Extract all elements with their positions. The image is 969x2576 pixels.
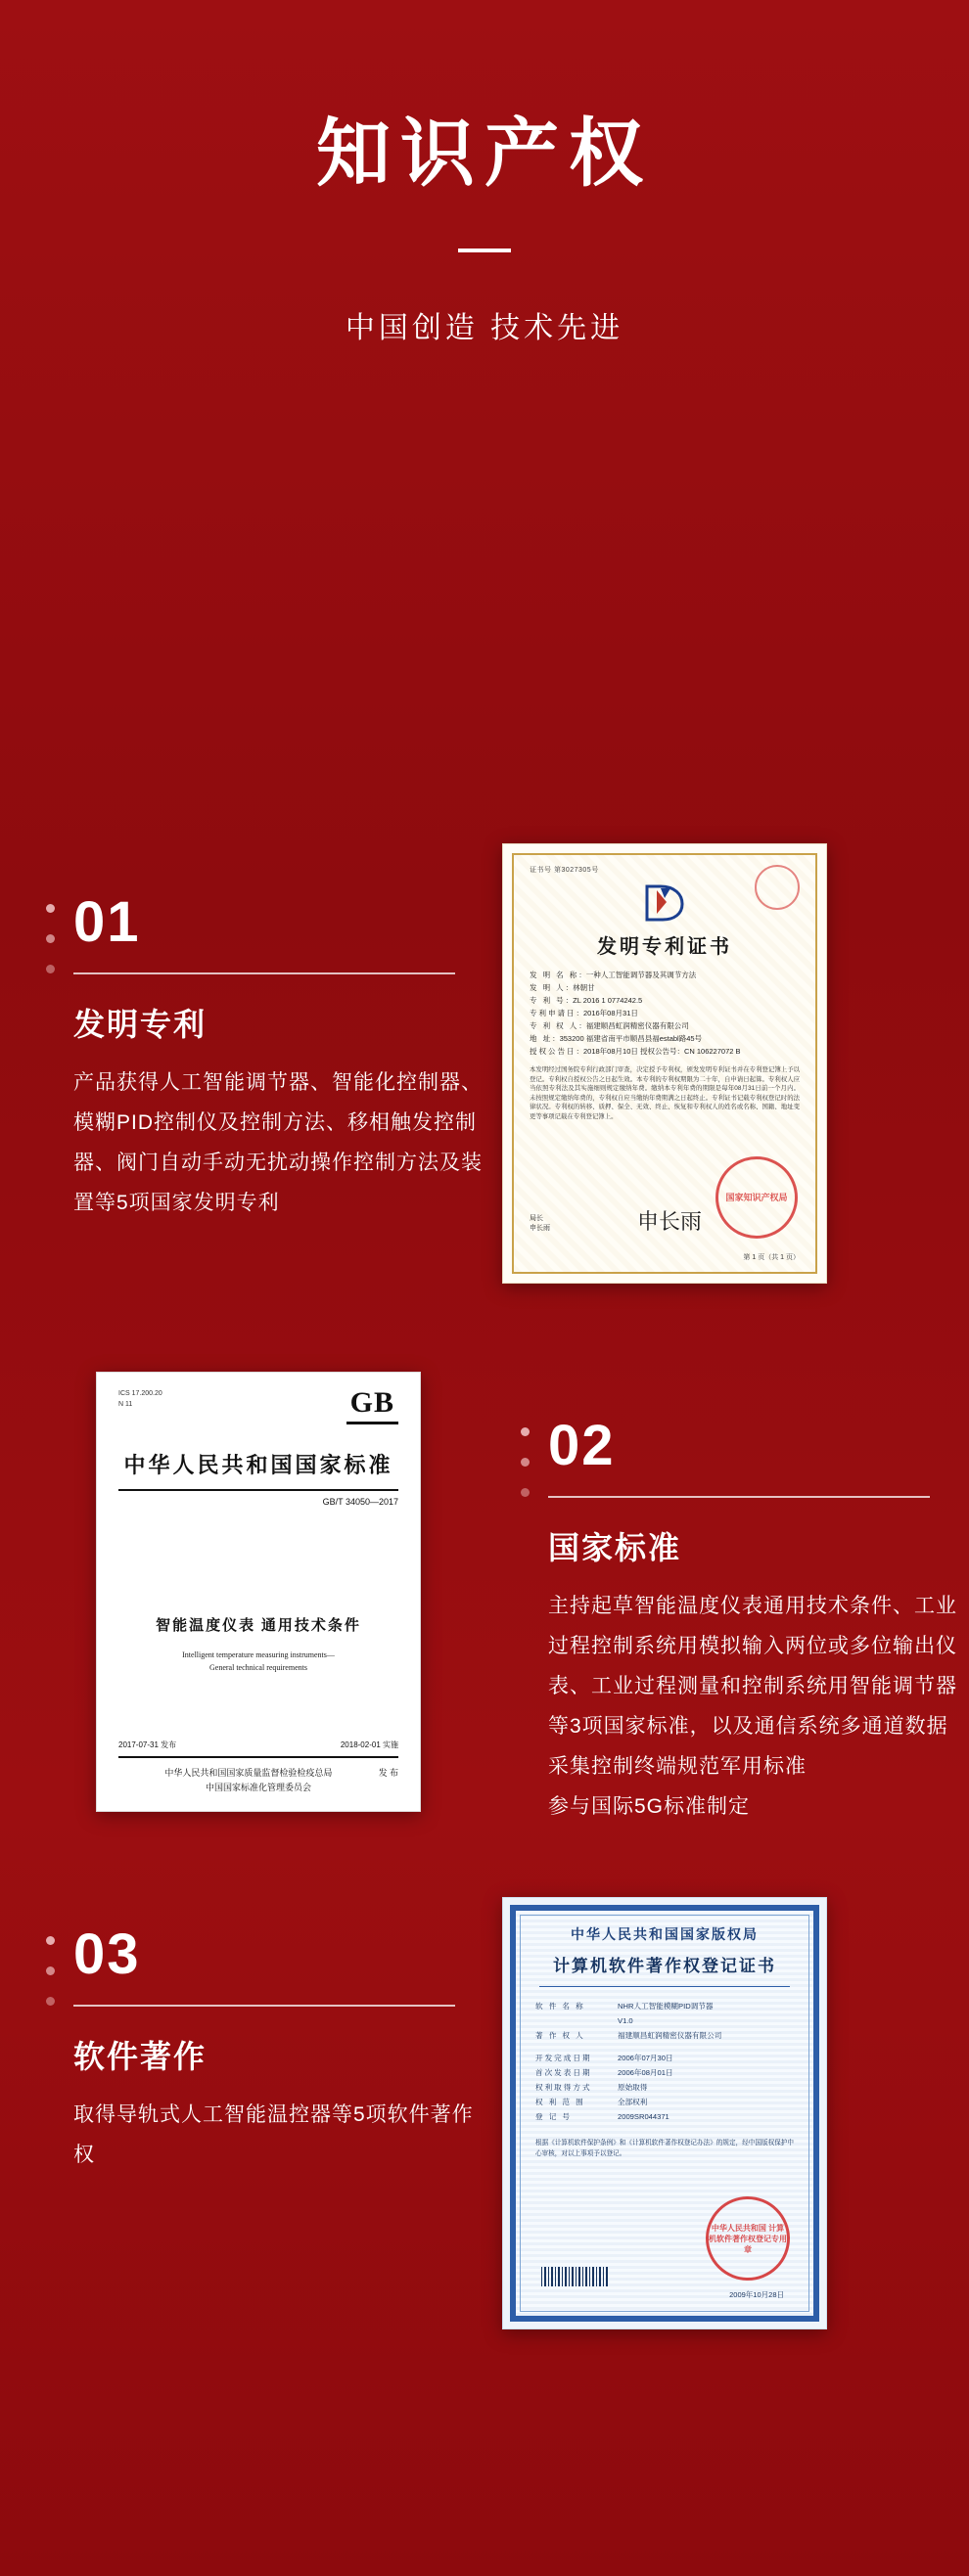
barcode-icon xyxy=(541,2267,610,2286)
invention-patent-certificate xyxy=(502,843,827,1284)
section-01-title: 发明专利 xyxy=(73,1007,208,1042)
standard-code: GB/T 34050—2017 xyxy=(322,1497,398,1507)
section-02-number: 02 xyxy=(548,1414,616,1477)
section-02-desc: 主持起草智能温度仪表通用技术条件、工业过程控制系统用模拟输入两位或多位输出仪表、工业过程测量和控制系统用智能调节器等3项国家标准，以及通信系统多通道数据采集控制终端规范军用标准 参与国际5G标准制定 xyxy=(548,1595,957,1818)
page-subtitle: 中国创造 技术先进 xyxy=(345,312,624,344)
software-fields: 软 件 名 称 NHR人工智能模糊PID调节器 V1.0 著 作 权 人 福建顺昌虹润精密仪器有限公司 开发完成日期 2006年07月30日 首次发表日期 2006年08月01日 权利取得方式 原始取得 权 利 范 围 全部权利 登 记 号 2009SR044371 xyxy=(535,2002,722,2121)
page-title: 知识产权 xyxy=(316,113,653,196)
gb-mark: GB xyxy=(346,1386,398,1424)
standard-main-title: 智能温度仪表 通用技术条件 xyxy=(156,1618,361,1634)
section-03-number: 03 xyxy=(73,1922,141,1986)
standard-divider xyxy=(118,1489,398,1491)
standard-title: 中华人民共和国国家标准 xyxy=(123,1453,393,1477)
software-title: 计算机软件著作权登记证书 xyxy=(553,1957,776,1975)
section-01-rule xyxy=(73,972,455,974)
section-03-info xyxy=(73,1922,484,2175)
software-seal-icon: 中华人民共和国 计算机软件著作权登记专用章 xyxy=(706,2196,790,2281)
standard-ics: ICS 17.200.20 N 11 xyxy=(118,1390,162,1408)
national-standard-certificate xyxy=(96,1372,421,1812)
software-note: 根据《计算机软件保护条例》和《计算机软件著作权登记办法》的规定，经中国版权保护中心审核，对以上事项予以登记。 xyxy=(535,2140,794,2157)
patent-paragraph: 本发明经过国务院专利行政部门审查，决定授予专利权，颁发发明专利证书并在专利登记簿上予以登记。专利权自授权公告之日起生效。本专利的专利权期限为二十年，自申请日起算。专利权人应当依照专利法及其实施细则规定缴纳年费。缴纳本专利年费的期限是每年08月31日前一个月内。未按照规定缴纳年费的，专利权自应当缴纳年费期满之日起终止。专利证书记载专利权登记时的法律状况。专利权的转移、质押、保全、无效、终止、恢复和专利权人的姓名或名称、国籍、地址变更等事项记载在专利登记簿上。 xyxy=(530,1066,800,1120)
software-copyright-certificate xyxy=(502,1897,827,2329)
section-03-desc: 取得导轨式人工智能温控器等5项软件著作权 xyxy=(73,2103,474,2166)
section-01-info xyxy=(73,890,484,1223)
standard-english-title: Intelligent temperature measuring instruments— General technical requirements xyxy=(182,1650,335,1672)
page-header xyxy=(0,0,969,346)
patent-signature: 申长雨 xyxy=(637,1209,703,1234)
bullet-dots xyxy=(521,1427,532,1518)
section-02-rule xyxy=(548,1496,930,1498)
software-org: 中华人民共和国国家版权局 xyxy=(571,1928,759,1943)
patent-serial: 证书号 第3027305号 xyxy=(530,867,599,874)
section-02-title: 国家标准 xyxy=(548,1530,682,1565)
section-01-desc: 产品获得人工智能调节器、智能化控制器、模糊PID控制仪及控制方法、移相触发控制器、阀门自动手动无扰动操作控制方法及装置等5项国家发明专利 xyxy=(73,1071,483,1214)
bullet-dots xyxy=(46,1936,58,2027)
software-date: 2009年10月28日 xyxy=(729,2290,784,2299)
section-02-info xyxy=(548,1414,959,1827)
bullet-dots xyxy=(46,904,58,995)
standard-dates: 2017-07-31 发布 2018-02-01 实施 xyxy=(118,1740,398,1758)
patent-top-stamp-icon xyxy=(755,865,800,910)
section-03-title: 软件著作 xyxy=(73,2039,208,2074)
patent-page-number: 第 1 页（共 1 页） xyxy=(743,1254,800,1261)
patent-signature-row: 局长 申长雨 申长雨 xyxy=(530,1213,800,1233)
patent-title: 发明专利证书 xyxy=(597,936,732,958)
section-03-rule xyxy=(73,2005,455,2007)
title-divider xyxy=(458,249,511,252)
software-divider xyxy=(539,1986,790,1987)
section-01-number: 01 xyxy=(73,890,141,954)
patent-seal-icon: 国家知识产权局 xyxy=(715,1156,798,1239)
patent-fields: 发 明 名 称：一种人工智能调节器及其调节方法 发 明 人：林朝甘 专 利 号：ZL 2016 1 0774242.5 专利申请日：2016年08月31日 专 利 权 人：福建顺昌虹润精密仪器有限公司 地 址：353200 福建省南平市顺昌县福establ路45号 授权公告日：2018年08月10日 授权公告号：CN 106227072 B xyxy=(530,971,741,1056)
standard-issuer: 发 布 中华人民共和国国家质量监督检验检疫总局 中国国家标准化管理委员会 xyxy=(164,1768,398,1792)
